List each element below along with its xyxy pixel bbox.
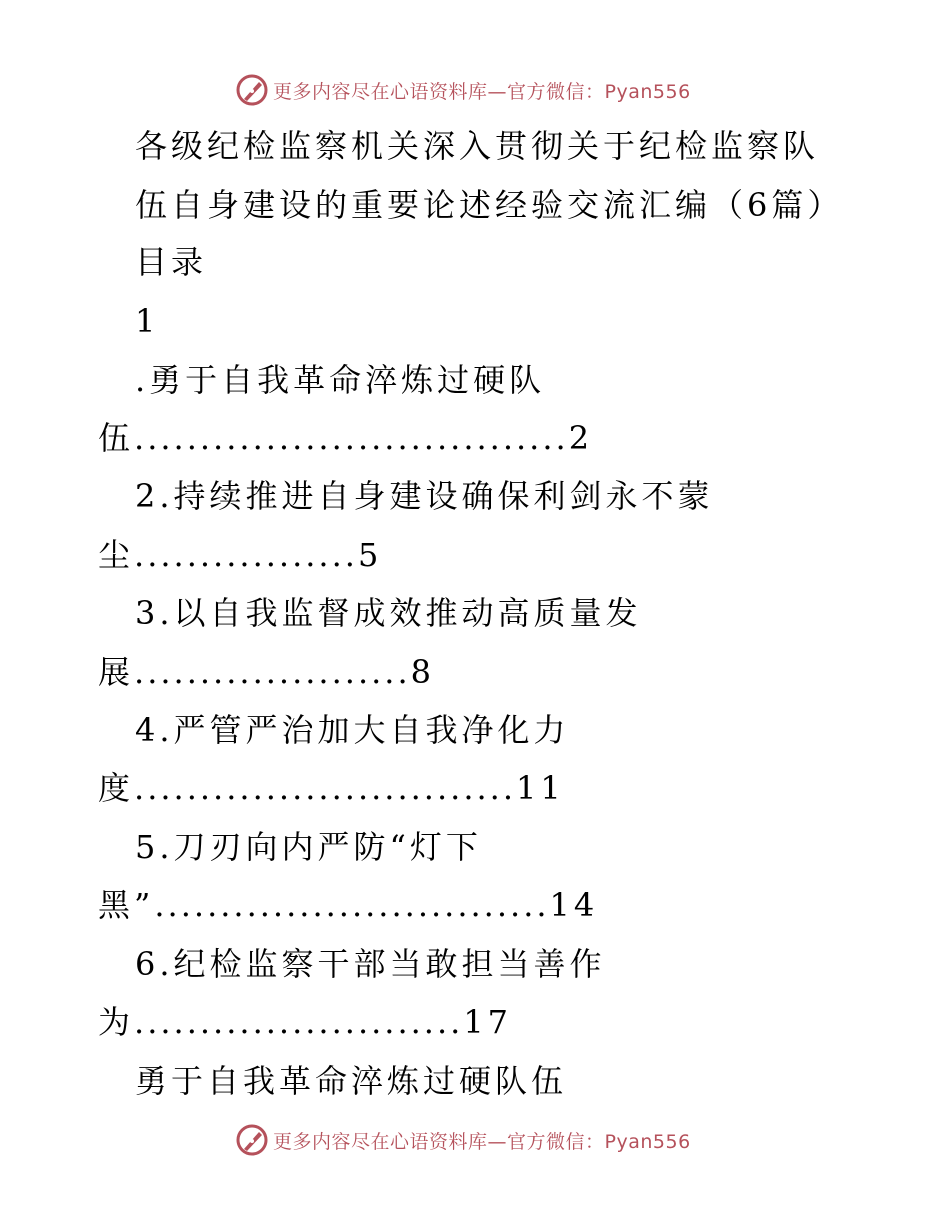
toc-entry-page-number: 8 — [410, 653, 435, 691]
toc-leader-dots: ................. — [134, 536, 358, 574]
toc-entry-page-number: 5 — [357, 536, 383, 574]
toc-entry-3-tail[interactable] — [98, 652, 435, 692]
document-title-line-1: 各级纪检监察机关深入贯彻关于纪检监察队 — [135, 127, 820, 165]
quill-pen-circle-icon — [235, 73, 269, 107]
toc-entry-tail-text: 伍 — [98, 419, 135, 457]
watermark-text: 更多内容尽在心语资料库—官方微信：Pyan556 — [273, 1130, 691, 1153]
toc-heading: 目录 — [135, 243, 208, 281]
section-title: 勇于自我革命淬炼过硬队伍 — [135, 1062, 568, 1100]
toc-entry-5-tail[interactable] — [98, 885, 598, 925]
toc-entry-3-title[interactable]: 3.以自我监督成效推动高质量发 — [135, 594, 642, 632]
toc-entry-2-tail[interactable] — [98, 535, 382, 575]
toc-entry-page-number: 11 — [516, 769, 565, 807]
toc-leader-dots: .............................. — [154, 886, 550, 924]
toc-leader-dots: ................................. — [134, 419, 569, 457]
footer-watermark — [235, 1122, 691, 1158]
toc-entry-1-tail[interactable] — [98, 418, 593, 458]
toc-entry-tail-text: 黑” — [98, 886, 155, 924]
toc-leader-dots: ......................... — [134, 1003, 464, 1041]
toc-entry-page-number: 2 — [568, 419, 594, 457]
watermark-text: 更多内容尽在心语资料库—官方微信：Pyan556 — [273, 80, 691, 103]
toc-entry-6-title[interactable]: 6.纪检监察干部当敢担当善作 — [135, 945, 606, 983]
toc-entry-tail-text: 为 — [98, 1003, 135, 1041]
toc-entry-5-title[interactable]: 5.刀刃向内严防“灯下 — [135, 828, 482, 866]
toc-entry-page-number: 14 — [549, 886, 599, 924]
toc-entry-4-tail[interactable] — [98, 768, 565, 808]
toc-number-one: 1 — [135, 302, 160, 340]
document-title-line-2: 伍自身建设的重要论述经验交流汇编（6篇） — [135, 186, 844, 224]
toc-leader-dots: ..................... — [134, 653, 411, 691]
toc-entry-tail-text: 度 — [98, 769, 135, 807]
toc-entry-1-title[interactable]: .勇于自我革命淬炼过硬队 — [135, 361, 546, 399]
toc-entry-6-tail[interactable] — [98, 1002, 512, 1042]
toc-entry-2-title[interactable]: 2.持续推进自身建设确保利剑永不蒙 — [135, 477, 714, 515]
header-watermark — [235, 72, 691, 108]
toc-leader-dots: ............................. — [134, 769, 516, 807]
toc-entry-4-title[interactable]: 4.严管严治加大自我净化力 — [135, 711, 570, 749]
quill-pen-circle-icon — [235, 1123, 269, 1157]
toc-entry-page-number: 17 — [463, 1003, 513, 1041]
toc-entry-tail-text: 展 — [98, 653, 135, 691]
toc-entry-tail-text: 尘 — [98, 536, 135, 574]
